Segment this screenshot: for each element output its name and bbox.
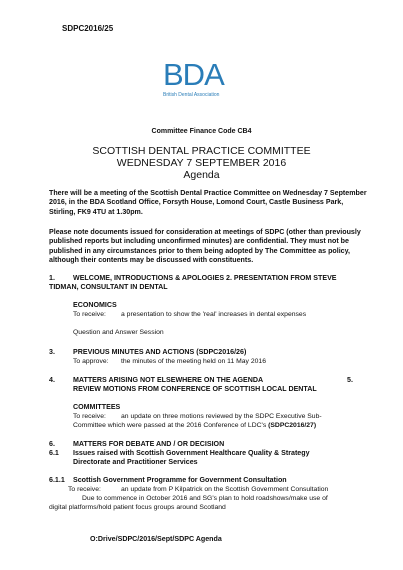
logo-subtitle: British Dental Association [163, 92, 220, 98]
action-label: To receive: [68, 486, 101, 493]
action-label: To receive: [73, 413, 106, 420]
action-text: an update on three motions reviewed by the SDPC Executive Sub- [121, 413, 322, 420]
action-text: the minutes of the meeting held on 11 May 2016 [121, 358, 266, 365]
subitem-title: Scottish Government Programme for Government Consultation [73, 476, 287, 484]
subitem-number: 6.1 [49, 449, 59, 457]
item-number: 3. [49, 348, 55, 356]
session-text: Question and Answer Session [73, 329, 164, 336]
subitem-number: 6.1.1 [49, 476, 65, 484]
action-text: an update from P Kilpatrick on the Scottish Government Consultation [121, 486, 329, 493]
document-reference: SDPC2016/25 [62, 24, 114, 33]
item-title: MATTERS FOR DEBATE AND / OR DECISION [73, 440, 225, 448]
action-label: To receive: [73, 311, 106, 318]
action-text-continued: Due to commence in October 2016 and SG's plan to hold roadshows/make use of [82, 495, 328, 502]
item-title-continued: REVIEW MOTIONS FROM CONFERENCE OF SCOTTISH LOCAL DENTAL [73, 385, 317, 393]
file-path-footer: O:Drive/SDPC/2016/Sept/SDPC Agenda [90, 535, 222, 543]
agenda-title: Agenda [183, 169, 220, 181]
intro-paragraph: There will be a meeting of the Scottish Dental Practice Committee on Wednesday 7 September 2016, in the BDA Scotland Office, Forsyth House, Lomond Court, Castle Business Park, Stirling, FK9 4TU at 1.30pm. [49, 189, 367, 216]
bda-logo [163, 57, 243, 98]
item-title-continued: TIDMAN, CONSULTANT IN DENTAL [49, 283, 168, 291]
action-label: To approve: [73, 358, 109, 365]
item-number: 4. [49, 376, 55, 384]
action-text: a presentation to show the 'real' increases in dental expenses [121, 311, 307, 318]
item-title: PREVIOUS MINUTES AND ACTIONS (SDPC2016/26) [73, 348, 247, 356]
logo-mark: BDA [163, 57, 224, 92]
item-number: 6. [49, 440, 55, 448]
action-text-continued: Committee which were passed at the 2016 Conference of LDC's (SDPC2016/27) [73, 422, 317, 429]
finance-code: Committee Finance Code CB4 [151, 128, 252, 135]
subitem-title-continued: Directorate and Practitioner Services [73, 458, 198, 466]
subitem-title: Issues raised with Scottish Government Healthcare Quality & Strategy [73, 449, 310, 457]
section-title: ECONOMICS [73, 301, 117, 309]
action-text-continued: digital platforms/hold patient focus groups around Scotland [49, 504, 226, 511]
item-number: 1. [49, 274, 55, 282]
item-number: 5. [347, 376, 353, 384]
confidentiality-paragraph: Please note documents issued for consideration at meetings of SDPC (other than previously published reports but including unconfirmed minutes) are confidential. They must not be published in any circumstances prior to them being adopted by The Committee as policy, although their contents may be discussed with constituents. [49, 228, 361, 264]
document-reference: (SDPC2016/27) [268, 422, 317, 429]
section-title: COMMITTEES [73, 403, 121, 411]
item-title: MATTERS ARISING NOT ELSEWHERE ON THE AGENDA [73, 376, 264, 384]
meeting-date: WEDNESDAY 7 SEPTEMBER 2016 [116, 157, 287, 169]
committee-title: SCOTTISH DENTAL PRACTICE COMMITTEE [92, 145, 311, 157]
item-title: WELCOME, INTRODUCTIONS & APOLOGIES 2. PRESENTATION FROM STEVE [73, 274, 337, 282]
